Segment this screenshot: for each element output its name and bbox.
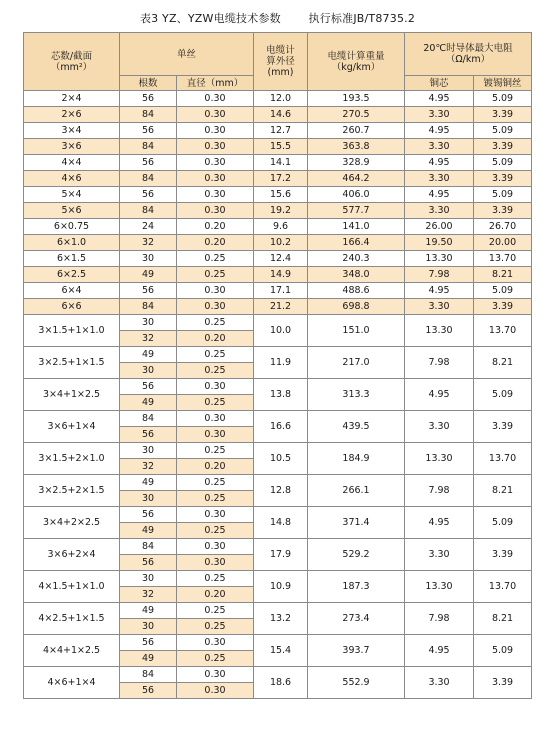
header-weight: 电缆计算重量 （kg/km） bbox=[308, 33, 405, 91]
copper-resistance-cell: 7.98 bbox=[405, 267, 474, 283]
spec-cell: 4×1.5+1×1.0 bbox=[24, 571, 120, 603]
weight-cell: 184.9 bbox=[308, 443, 405, 475]
diameter-cell: 0.25 bbox=[177, 347, 254, 363]
diameter-cell: 0.30 bbox=[177, 379, 254, 395]
outer-diameter-cell: 12.8 bbox=[254, 475, 308, 507]
outer-diameter-cell: 17.2 bbox=[254, 171, 308, 187]
outer-diameter-cell: 13.2 bbox=[254, 603, 308, 635]
tinned-resistance-cell: 5.09 bbox=[474, 283, 532, 299]
strand-count-cell: 56 bbox=[120, 507, 177, 523]
spec-cell: 3×4+2×2.5 bbox=[24, 507, 120, 539]
strand-count-cell: 49 bbox=[120, 603, 177, 619]
weight-cell: 363.8 bbox=[308, 139, 405, 155]
weight-cell: 266.1 bbox=[308, 475, 405, 507]
table-row bbox=[24, 283, 532, 299]
outer-diameter-cell: 15.4 bbox=[254, 635, 308, 667]
strand-count-cell: 84 bbox=[120, 539, 177, 555]
weight-cell: 406.0 bbox=[308, 187, 405, 203]
header-diameter: 直径（mm） bbox=[177, 76, 254, 91]
copper-resistance-cell: 26.00 bbox=[405, 219, 474, 235]
outer-diameter-cell: 14.6 bbox=[254, 107, 308, 123]
outer-diameter-cell: 18.6 bbox=[254, 667, 308, 699]
diameter-cell: 0.30 bbox=[177, 411, 254, 427]
strand-count-cell: 56 bbox=[120, 155, 177, 171]
table-standard: 执行标准JB/T8735.2 bbox=[308, 12, 416, 25]
header-resistance: 20℃时导体最大电阻 （Ω/km） bbox=[405, 33, 532, 76]
tinned-resistance-cell: 8.21 bbox=[474, 603, 532, 635]
spec-cell: 4×6+1×4 bbox=[24, 667, 120, 699]
table-row bbox=[24, 251, 532, 267]
table-row bbox=[24, 571, 532, 587]
tinned-resistance-cell: 13.70 bbox=[474, 443, 532, 475]
table-row bbox=[24, 507, 532, 523]
copper-resistance-cell: 4.95 bbox=[405, 91, 474, 107]
table-row bbox=[24, 219, 532, 235]
strand-count-cell: 84 bbox=[120, 107, 177, 123]
table-row bbox=[24, 315, 532, 331]
copper-resistance-cell: 4.95 bbox=[405, 155, 474, 171]
diameter-cell: 0.25 bbox=[177, 251, 254, 267]
strand-count-cell: 56 bbox=[120, 427, 177, 443]
strand-count-cell: 49 bbox=[120, 651, 177, 667]
tinned-resistance-cell: 26.70 bbox=[474, 219, 532, 235]
outer-diameter-cell: 13.8 bbox=[254, 379, 308, 411]
tinned-resistance-cell: 8.21 bbox=[474, 347, 532, 379]
table-row bbox=[24, 603, 532, 619]
table-row bbox=[24, 667, 532, 683]
copper-resistance-cell: 4.95 bbox=[405, 283, 474, 299]
tinned-resistance-cell: 3.39 bbox=[474, 139, 532, 155]
strand-count-cell: 56 bbox=[120, 91, 177, 107]
strand-count-cell: 84 bbox=[120, 299, 177, 315]
copper-resistance-cell: 13.30 bbox=[405, 443, 474, 475]
copper-resistance-cell: 3.30 bbox=[405, 539, 474, 571]
diameter-cell: 0.30 bbox=[177, 283, 254, 299]
weight-cell: 464.2 bbox=[308, 171, 405, 187]
diameter-cell: 0.30 bbox=[177, 91, 254, 107]
spec-cell: 5×6 bbox=[24, 203, 120, 219]
tinned-resistance-cell: 5.09 bbox=[474, 507, 532, 539]
spec-cell: 3×1.5+2×1.0 bbox=[24, 443, 120, 475]
strand-count-cell: 84 bbox=[120, 411, 177, 427]
table-row bbox=[24, 155, 532, 171]
diameter-cell: 0.30 bbox=[177, 107, 254, 123]
copper-resistance-cell: 4.95 bbox=[405, 635, 474, 667]
diameter-cell: 0.25 bbox=[177, 491, 254, 507]
weight-cell: 439.5 bbox=[308, 411, 405, 443]
tinned-resistance-cell: 13.70 bbox=[474, 315, 532, 347]
diameter-cell: 0.30 bbox=[177, 539, 254, 555]
copper-resistance-cell: 7.98 bbox=[405, 347, 474, 379]
strand-count-cell: 56 bbox=[120, 683, 177, 699]
diameter-cell: 0.25 bbox=[177, 619, 254, 635]
copper-resistance-cell: 3.30 bbox=[405, 411, 474, 443]
diameter-cell: 0.25 bbox=[177, 571, 254, 587]
strand-count-cell: 49 bbox=[120, 267, 177, 283]
outer-diameter-cell: 14.8 bbox=[254, 507, 308, 539]
table-row bbox=[24, 347, 532, 363]
weight-cell: 328.9 bbox=[308, 155, 405, 171]
diameter-cell: 0.25 bbox=[177, 363, 254, 379]
diameter-cell: 0.25 bbox=[177, 651, 254, 667]
weight-cell: 240.3 bbox=[308, 251, 405, 267]
diameter-cell: 0.25 bbox=[177, 603, 254, 619]
table-row bbox=[24, 267, 532, 283]
spec-cell: 3×4 bbox=[24, 123, 120, 139]
tinned-resistance-cell: 8.21 bbox=[474, 267, 532, 283]
strand-count-cell: 30 bbox=[120, 571, 177, 587]
spec-cell: 3×6+2×4 bbox=[24, 539, 120, 571]
weight-cell: 260.7 bbox=[308, 123, 405, 139]
tinned-resistance-cell: 3.39 bbox=[474, 667, 532, 699]
header-strand-count: 根数 bbox=[120, 76, 177, 91]
tinned-resistance-cell: 5.09 bbox=[474, 635, 532, 667]
spec-cell: 6×6 bbox=[24, 299, 120, 315]
strand-count-cell: 56 bbox=[120, 123, 177, 139]
diameter-cell: 0.30 bbox=[177, 667, 254, 683]
weight-cell: 371.4 bbox=[308, 507, 405, 539]
weight-cell: 270.5 bbox=[308, 107, 405, 123]
diameter-cell: 0.25 bbox=[177, 443, 254, 459]
table-row bbox=[24, 299, 532, 315]
copper-resistance-cell: 3.30 bbox=[405, 667, 474, 699]
table-row bbox=[24, 171, 532, 187]
strand-count-cell: 32 bbox=[120, 587, 177, 603]
table-row bbox=[24, 379, 532, 395]
weight-cell: 217.0 bbox=[308, 347, 405, 379]
spec-cell: 3×2.5+1×1.5 bbox=[24, 347, 120, 379]
outer-diameter-cell: 12.0 bbox=[254, 91, 308, 107]
weight-cell: 577.7 bbox=[308, 203, 405, 219]
diameter-cell: 0.30 bbox=[177, 507, 254, 523]
diameter-cell: 0.20 bbox=[177, 331, 254, 347]
copper-resistance-cell: 4.95 bbox=[405, 123, 474, 139]
table-row bbox=[24, 235, 532, 251]
diameter-cell: 0.20 bbox=[177, 219, 254, 235]
header-single-wire: 单丝 bbox=[120, 33, 254, 76]
diameter-cell: 0.30 bbox=[177, 427, 254, 443]
weight-cell: 151.0 bbox=[308, 315, 405, 347]
table-row bbox=[24, 187, 532, 203]
multi-spec-rows bbox=[24, 315, 532, 699]
spec-cell: 3×2.5+2×1.5 bbox=[24, 475, 120, 507]
copper-resistance-cell: 4.95 bbox=[405, 379, 474, 411]
spec-cell: 6×1.0 bbox=[24, 235, 120, 251]
diameter-cell: 0.20 bbox=[177, 235, 254, 251]
strand-count-cell: 56 bbox=[120, 283, 177, 299]
single-spec-rows bbox=[24, 91, 532, 315]
table-row bbox=[24, 475, 532, 491]
spec-cell: 4×6 bbox=[24, 171, 120, 187]
spec-cell: 5×4 bbox=[24, 187, 120, 203]
outer-diameter-cell: 11.9 bbox=[254, 347, 308, 379]
strand-count-cell: 30 bbox=[120, 363, 177, 379]
tinned-resistance-cell: 13.70 bbox=[474, 571, 532, 603]
spec-cell: 6×0.75 bbox=[24, 219, 120, 235]
spec-cell: 2×6 bbox=[24, 107, 120, 123]
strand-count-cell: 84 bbox=[120, 139, 177, 155]
weight-cell: 141.0 bbox=[308, 219, 405, 235]
diameter-cell: 0.20 bbox=[177, 459, 254, 475]
diameter-cell: 0.30 bbox=[177, 555, 254, 571]
strand-count-cell: 32 bbox=[120, 235, 177, 251]
outer-diameter-cell: 17.1 bbox=[254, 283, 308, 299]
diameter-cell: 0.25 bbox=[177, 475, 254, 491]
table-row bbox=[24, 107, 532, 123]
strand-count-cell: 49 bbox=[120, 395, 177, 411]
diameter-cell: 0.25 bbox=[177, 395, 254, 411]
strand-count-cell: 56 bbox=[120, 635, 177, 651]
table-row bbox=[24, 411, 532, 427]
spec-cell: 4×4 bbox=[24, 155, 120, 171]
diameter-cell: 0.30 bbox=[177, 683, 254, 699]
diameter-cell: 0.25 bbox=[177, 267, 254, 283]
weight-cell: 187.3 bbox=[308, 571, 405, 603]
table-caption bbox=[0, 10, 555, 26]
spec-cell: 2×4 bbox=[24, 91, 120, 107]
header-core-section: 芯数/截面 （mm²） bbox=[24, 33, 120, 91]
strand-count-cell: 49 bbox=[120, 347, 177, 363]
copper-resistance-cell: 3.30 bbox=[405, 171, 474, 187]
strand-count-cell: 24 bbox=[120, 219, 177, 235]
table-row bbox=[24, 443, 532, 459]
tinned-resistance-cell: 3.39 bbox=[474, 203, 532, 219]
strand-count-cell: 84 bbox=[120, 203, 177, 219]
diameter-cell: 0.30 bbox=[177, 139, 254, 155]
cable-parameters-table bbox=[23, 32, 532, 699]
spec-cell: 4×2.5+1×1.5 bbox=[24, 603, 120, 635]
table-row bbox=[24, 123, 532, 139]
copper-resistance-cell: 13.30 bbox=[405, 571, 474, 603]
outer-diameter-cell: 9.6 bbox=[254, 219, 308, 235]
outer-diameter-cell: 10.2 bbox=[254, 235, 308, 251]
copper-resistance-cell: 3.30 bbox=[405, 107, 474, 123]
tinned-resistance-cell: 13.70 bbox=[474, 251, 532, 267]
copper-resistance-cell: 13.30 bbox=[405, 315, 474, 347]
outer-diameter-cell: 14.1 bbox=[254, 155, 308, 171]
diameter-cell: 0.30 bbox=[177, 635, 254, 651]
tinned-resistance-cell: 5.09 bbox=[474, 91, 532, 107]
diameter-cell: 0.20 bbox=[177, 587, 254, 603]
spec-cell: 3×1.5+1×1.0 bbox=[24, 315, 120, 347]
copper-resistance-cell: 3.30 bbox=[405, 299, 474, 315]
tinned-resistance-cell: 8.21 bbox=[474, 475, 532, 507]
tinned-resistance-cell: 3.39 bbox=[474, 411, 532, 443]
outer-diameter-cell: 10.0 bbox=[254, 315, 308, 347]
tinned-resistance-cell: 5.09 bbox=[474, 155, 532, 171]
diameter-cell: 0.30 bbox=[177, 123, 254, 139]
spec-cell: 3×6+1×4 bbox=[24, 411, 120, 443]
strand-count-cell: 30 bbox=[120, 619, 177, 635]
weight-cell: 273.4 bbox=[308, 603, 405, 635]
strand-count-cell: 30 bbox=[120, 443, 177, 459]
spec-cell: 6×2.5 bbox=[24, 267, 120, 283]
weight-cell: 529.2 bbox=[308, 539, 405, 571]
diameter-cell: 0.30 bbox=[177, 203, 254, 219]
diameter-cell: 0.25 bbox=[177, 523, 254, 539]
copper-resistance-cell: 4.95 bbox=[405, 187, 474, 203]
tinned-resistance-cell: 3.39 bbox=[474, 539, 532, 571]
tinned-resistance-cell: 5.09 bbox=[474, 379, 532, 411]
header-tinned: 镀锡铜丝 bbox=[474, 76, 532, 91]
tinned-resistance-cell: 3.39 bbox=[474, 171, 532, 187]
spec-cell: 6×4 bbox=[24, 283, 120, 299]
diameter-cell: 0.25 bbox=[177, 315, 254, 331]
copper-resistance-cell: 7.98 bbox=[405, 475, 474, 507]
strand-count-cell: 49 bbox=[120, 523, 177, 539]
diameter-cell: 0.30 bbox=[177, 187, 254, 203]
outer-diameter-cell: 16.6 bbox=[254, 411, 308, 443]
weight-cell: 488.6 bbox=[308, 283, 405, 299]
spec-cell: 4×4+1×2.5 bbox=[24, 635, 120, 667]
header-outer-diameter: 电缆计 算外径 (mm) bbox=[254, 33, 308, 91]
copper-resistance-cell: 19.50 bbox=[405, 235, 474, 251]
tinned-resistance-cell: 20.00 bbox=[474, 235, 532, 251]
tinned-resistance-cell: 3.39 bbox=[474, 107, 532, 123]
outer-diameter-cell: 12.7 bbox=[254, 123, 308, 139]
table-row bbox=[24, 139, 532, 155]
outer-diameter-cell: 10.9 bbox=[254, 571, 308, 603]
strand-count-cell: 56 bbox=[120, 555, 177, 571]
table-row bbox=[24, 539, 532, 555]
copper-resistance-cell: 3.30 bbox=[405, 139, 474, 155]
strand-count-cell: 56 bbox=[120, 379, 177, 395]
strand-count-cell: 30 bbox=[120, 251, 177, 267]
strand-count-cell: 30 bbox=[120, 491, 177, 507]
outer-diameter-cell: 19.2 bbox=[254, 203, 308, 219]
weight-cell: 698.8 bbox=[308, 299, 405, 315]
outer-diameter-cell: 15.5 bbox=[254, 139, 308, 155]
copper-resistance-cell: 4.95 bbox=[405, 507, 474, 539]
copper-resistance-cell: 3.30 bbox=[405, 203, 474, 219]
tinned-resistance-cell: 5.09 bbox=[474, 187, 532, 203]
copper-resistance-cell: 7.98 bbox=[405, 603, 474, 635]
outer-diameter-cell: 14.9 bbox=[254, 267, 308, 283]
strand-count-cell: 84 bbox=[120, 171, 177, 187]
outer-diameter-cell: 21.2 bbox=[254, 299, 308, 315]
weight-cell: 393.7 bbox=[308, 635, 405, 667]
diameter-cell: 0.30 bbox=[177, 171, 254, 187]
outer-diameter-cell: 10.5 bbox=[254, 443, 308, 475]
header-copper: 铜芯 bbox=[405, 76, 474, 91]
copper-resistance-cell: 13.30 bbox=[405, 251, 474, 267]
table-title: 表3 YZ、YZW电缆技术参数 bbox=[139, 12, 281, 25]
table-row bbox=[24, 203, 532, 219]
weight-cell: 313.3 bbox=[308, 379, 405, 411]
strand-count-cell: 32 bbox=[120, 331, 177, 347]
weight-cell: 348.0 bbox=[308, 267, 405, 283]
tinned-resistance-cell: 3.39 bbox=[474, 299, 532, 315]
weight-cell: 552.9 bbox=[308, 667, 405, 699]
outer-diameter-cell: 17.9 bbox=[254, 539, 308, 571]
strand-count-cell: 56 bbox=[120, 187, 177, 203]
strand-count-cell: 49 bbox=[120, 475, 177, 491]
spec-cell: 6×1.5 bbox=[24, 251, 120, 267]
table-row bbox=[24, 635, 532, 651]
diameter-cell: 0.30 bbox=[177, 299, 254, 315]
tinned-resistance-cell: 5.09 bbox=[474, 123, 532, 139]
strand-count-cell: 30 bbox=[120, 315, 177, 331]
outer-diameter-cell: 12.4 bbox=[254, 251, 308, 267]
strand-count-cell: 32 bbox=[120, 459, 177, 475]
outer-diameter-cell: 15.6 bbox=[254, 187, 308, 203]
diameter-cell: 0.30 bbox=[177, 155, 254, 171]
spec-cell: 3×6 bbox=[24, 139, 120, 155]
strand-count-cell: 84 bbox=[120, 667, 177, 683]
weight-cell: 166.4 bbox=[308, 235, 405, 251]
spec-cell: 3×4+1×2.5 bbox=[24, 379, 120, 411]
weight-cell: 193.5 bbox=[308, 91, 405, 107]
table-row bbox=[24, 91, 532, 107]
